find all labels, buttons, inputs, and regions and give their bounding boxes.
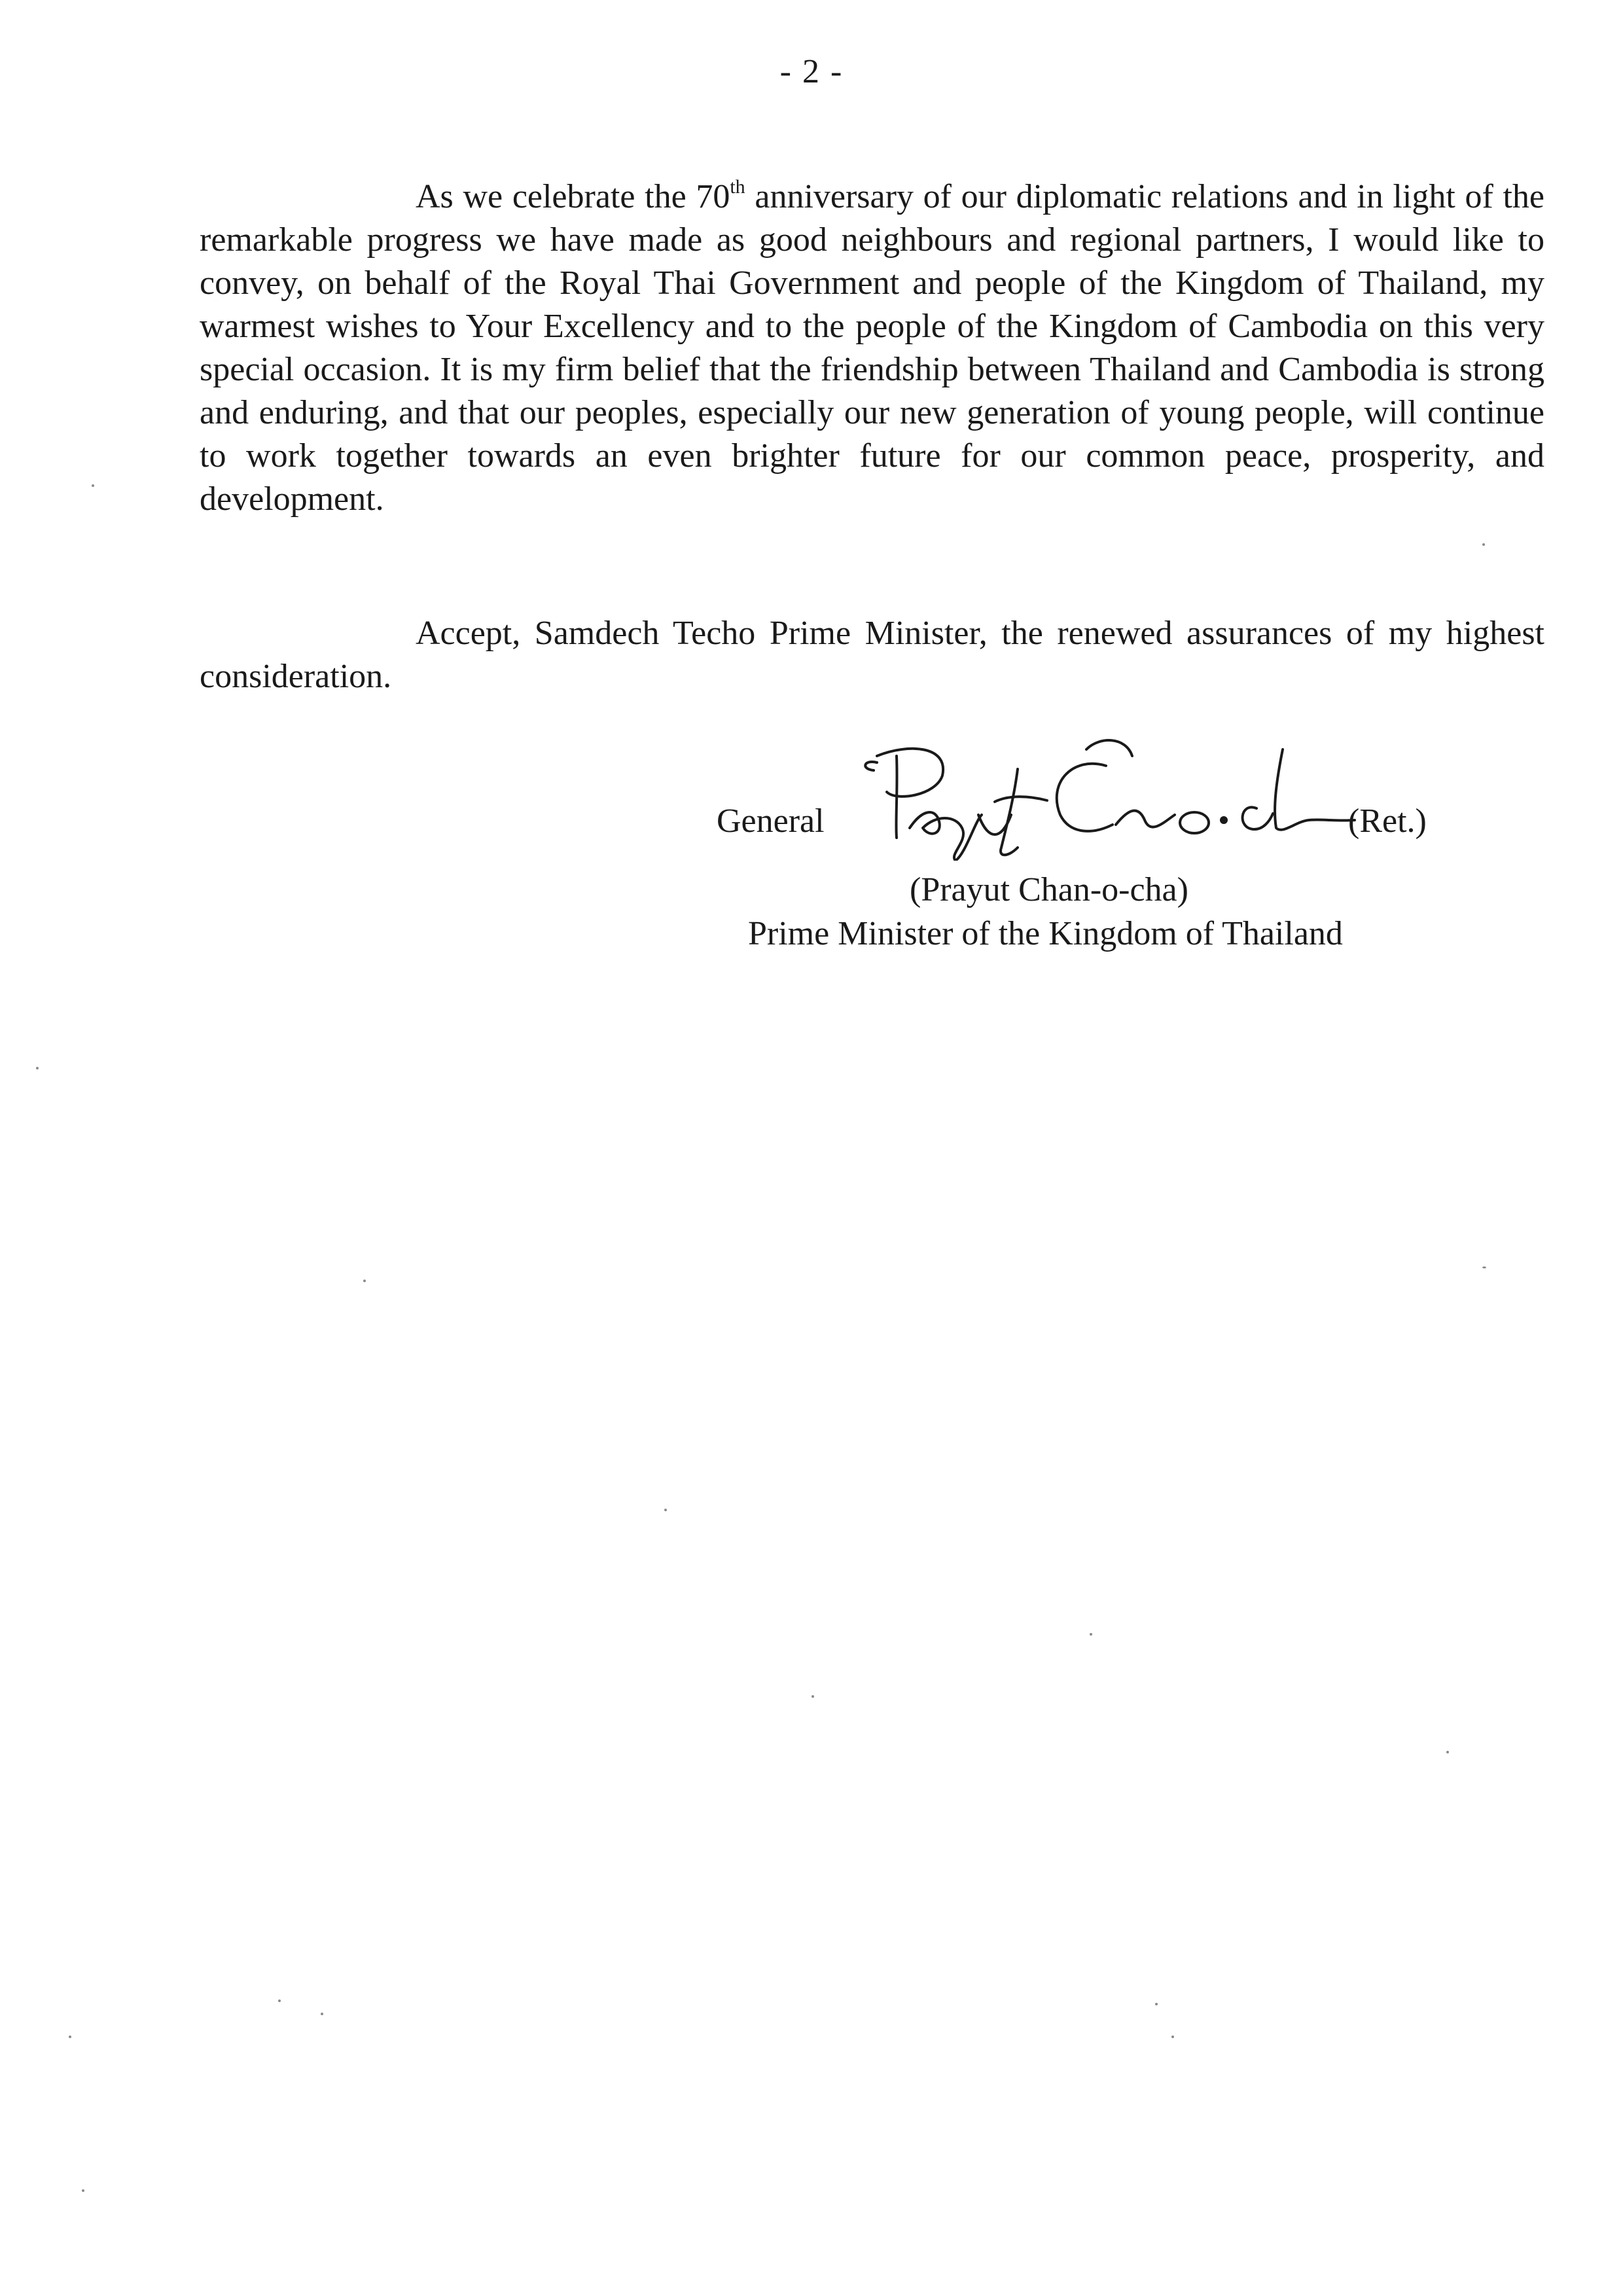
scan-speck bbox=[69, 2036, 71, 2038]
scan-speck bbox=[1482, 543, 1485, 546]
body-paragraph-2 bbox=[200, 612, 1544, 698]
scan-speck bbox=[1482, 1266, 1486, 1268]
scan-speck bbox=[278, 2000, 281, 2002]
scan-speck bbox=[36, 1067, 39, 1069]
handwritten-signature bbox=[851, 730, 1361, 861]
scan-speck bbox=[92, 484, 94, 487]
page-number: - 2 - bbox=[779, 53, 844, 90]
scan-speck bbox=[1090, 1633, 1092, 1636]
scan-speck bbox=[321, 2013, 323, 2015]
rank-prefix: General bbox=[717, 802, 825, 840]
scan-speck bbox=[1446, 1751, 1449, 1753]
body-paragraph-1 bbox=[200, 175, 1544, 521]
closing-paragraph: Accept, Samdech Techo Prime Minister, the renewed assurances of my highest consideration. bbox=[200, 615, 1544, 695]
scan-speck bbox=[812, 1695, 814, 1698]
paragraph-1-rest: anniversary of our diplomatic relations and in light of the remarkable progress we have made as good neighbours and regional partners, I would like to convey, on behalf of the Royal Thai Government and people of the Kingdom of Thailand, my warmest wishes to Your Excellency and to the people of the Kingdom of Cambodia on this very special occasion. It is my firm belief that the friendship between Thailand and Cambodia is strong and enduring, and that our peoples, especially our new generation of young people, will continue to work together towards an even brighter future for our common peace, prosperity, and development. bbox=[200, 178, 1544, 518]
signatory-title: Prime Minister of the Kingdom of Thailand bbox=[748, 915, 1343, 952]
signature-block bbox=[717, 717, 1502, 992]
scan-speck bbox=[664, 1509, 667, 1511]
scan-speck bbox=[363, 1280, 366, 1282]
scan-speck bbox=[1171, 2036, 1174, 2038]
scan-speck bbox=[1155, 2003, 1158, 2005]
ordinal-superscript: th bbox=[730, 176, 745, 198]
scan-speck bbox=[82, 2189, 84, 2192]
paragraph-1-start: As we celebrate the 70 bbox=[416, 178, 730, 215]
signatory-name: (Prayut Chan-o-cha) bbox=[910, 871, 1188, 908]
rank-suffix: (Ret.) bbox=[1348, 802, 1427, 840]
